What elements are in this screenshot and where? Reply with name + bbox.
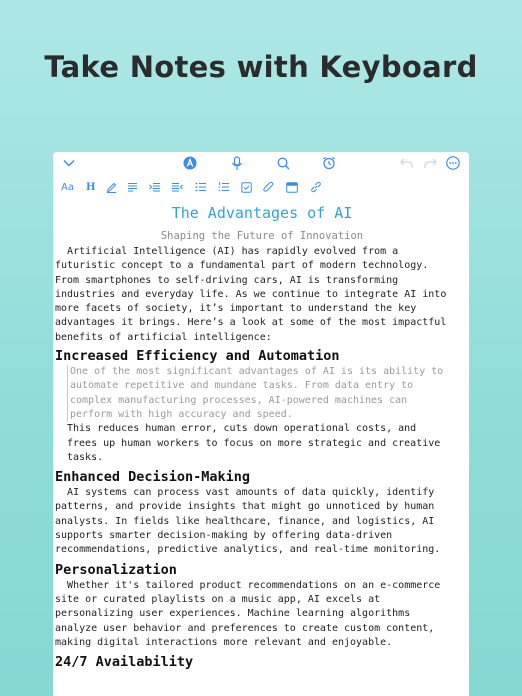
section-heading[interactable]: Personalization xyxy=(55,561,177,578)
link-icon[interactable] xyxy=(310,179,322,195)
indent-increase-icon[interactable] xyxy=(149,179,161,195)
font-size-button[interactable]: Aa xyxy=(61,181,74,193)
pen-icon[interactable] xyxy=(106,179,117,195)
microphone-icon[interactable] xyxy=(229,155,245,171)
indent-decrease-icon[interactable] xyxy=(171,179,183,195)
section-paragraph[interactable]: This reduces human error, cuts down operational costs, and frees up human workers to focus on more strategic and creative tasks. xyxy=(67,423,441,463)
format-toolbar xyxy=(53,176,469,198)
bullet-list-icon[interactable] xyxy=(195,179,207,195)
document-subtitle[interactable]: Shaping the Future of Innovation xyxy=(160,230,364,242)
heading-button[interactable]: H xyxy=(86,181,96,193)
more-icon[interactable] xyxy=(445,155,461,171)
intro-paragraph[interactable]: Artificial Intelligence (AI) has rapidly evolved from a futuristic concept to a fundamental part of modern technology. From smartphones to self-driving cars, AI is transforming industries and everyday life. As we continue to integrate AI into more facets of society, it’s important to understand the key advantages it brings. Here’s a look at some of the most impactful benefits of artificial intelligence: xyxy=(55,246,447,343)
attachment-icon[interactable] xyxy=(263,179,274,195)
chevron-down-icon[interactable] xyxy=(61,155,77,171)
promo-headline: Take Notes with Keyboard xyxy=(44,50,478,84)
section-heading[interactable]: Increased Efficiency and Automation xyxy=(55,348,340,365)
image-icon[interactable] xyxy=(286,179,298,195)
format-a-icon[interactable] xyxy=(182,155,198,171)
block-quote[interactable]: One of the most significant advantages of AI is its ability to automate repetitive and mundane tasks. From data entry to complex manufacturing processes, AI-powered machines can perform with high accuracy and speed. xyxy=(67,365,469,422)
document-title[interactable]: The Advantages of AI xyxy=(171,204,353,222)
section-heading[interactable]: Enhanced Decision-Making xyxy=(55,469,251,486)
redo-icon[interactable] xyxy=(422,155,438,171)
section-paragraph[interactable]: Whether it's tailored product recommendations on an e-commerce site or curated playlists on a music app, AI excels at personalizing user experiences. Machine learning algorithms analyze user behavior and preferences to create custom content, making digital interactions more relevant and enjoyable. xyxy=(55,579,441,648)
search-icon[interactable] xyxy=(275,155,291,171)
checkbox-icon[interactable] xyxy=(241,179,252,195)
section-heading[interactable]: 24/7 Availability xyxy=(55,654,194,671)
section-paragraph[interactable]: AI systems can process vast amounts of data quickly, identify patterns, and provide insights that might go unnoticed by human analysts. In fields like healthcare, finance, and logistics, AI supports smarter decision-making by offering data-driven recommendations, predictive analytics, and real-time monitoring. xyxy=(55,487,441,556)
alarm-clock-icon[interactable] xyxy=(321,155,337,171)
numbered-list-icon[interactable] xyxy=(218,179,230,195)
align-icon[interactable] xyxy=(127,179,138,195)
top-toolbar xyxy=(53,152,469,176)
document-body[interactable] xyxy=(53,204,469,671)
note-editor xyxy=(53,152,469,696)
undo-icon[interactable] xyxy=(398,155,414,171)
